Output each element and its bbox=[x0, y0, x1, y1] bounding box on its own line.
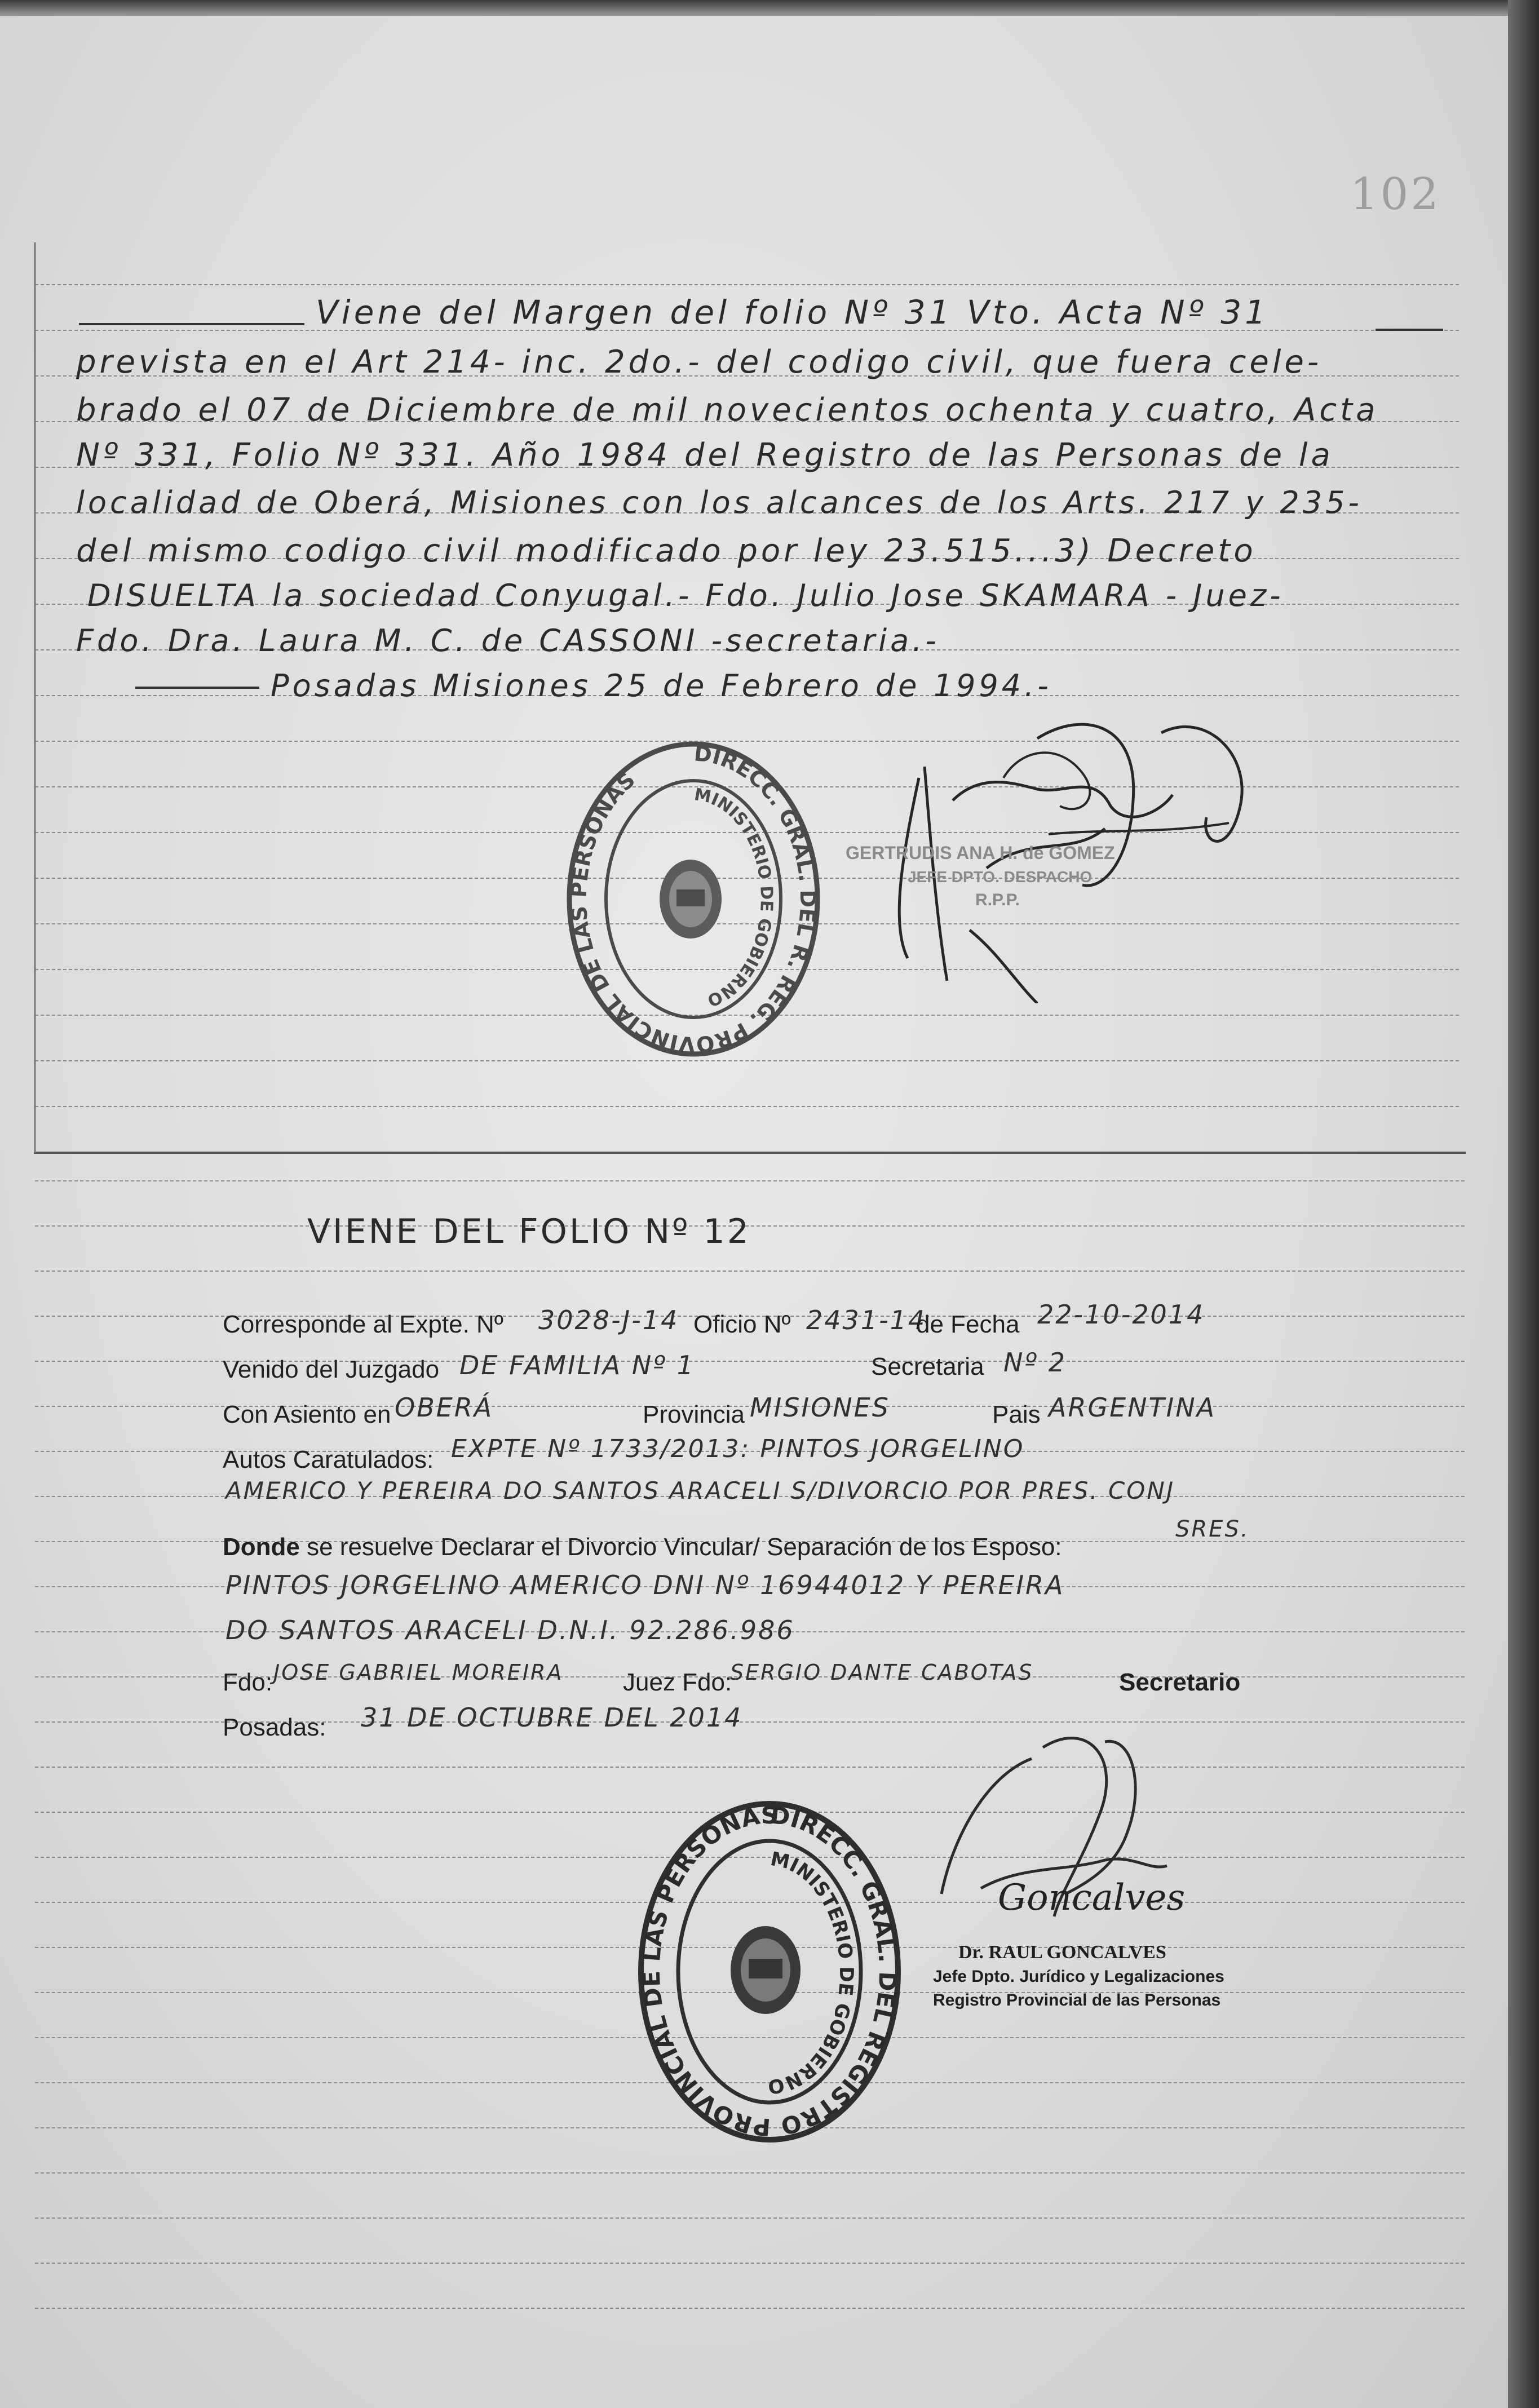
entry-line: Posadas Misiones 25 de Febrero de 1994.- bbox=[271, 668, 1052, 703]
lower-signatory-name: Dr. RAUL GONCALVES bbox=[958, 1942, 1166, 1963]
entry-line: Nº 331, Folio Nº 331. Año 1984 del Registro de las Personas de la bbox=[76, 437, 1334, 473]
esposos-line-2: DO SANTOS ARACELI D.N.I. 92.286.986 bbox=[225, 1615, 795, 1645]
entry-line: Fdo. Dra. Laura M. C. de CASSONI -secretaria.- bbox=[76, 623, 940, 658]
expte-value: 3028-J-14 bbox=[538, 1305, 679, 1335]
posadas-value: 31 DE OCTUBRE DEL 2014 bbox=[361, 1702, 743, 1733]
posadas-label: Posadas: bbox=[223, 1714, 326, 1741]
stamp-ring-text: DIRECC. GRAL. DEL R. REG. PROVINCIAL DE LAS PERSONAS bbox=[566, 741, 820, 1057]
autos-value-2: AMERICO Y PEREIRA DO SANTOS ARACELI S/DIVORCIO POR PRES. CONJ bbox=[225, 1477, 1175, 1504]
lower-official-stamp bbox=[637, 1798, 902, 2148]
page-number: 102 bbox=[1350, 169, 1441, 220]
juzgado-value: DE FAMILIA Nº 1 bbox=[459, 1350, 695, 1380]
donde-bold: Donde bbox=[223, 1533, 300, 1561]
asiento-value: OBERÁ bbox=[395, 1392, 494, 1423]
stamp-ring-text: DIRECC. GRAL. DEL REGISTRO PROVINCIAL DE LAS PERSONAS bbox=[637, 1801, 902, 2141]
oficio-value: 2431-14 bbox=[806, 1305, 927, 1335]
lower-signature-scrawl bbox=[919, 1725, 1212, 1973]
lower-signature-script: Goncalves bbox=[998, 1877, 1186, 1919]
entry-line: del mismo codigo civil modificado por ley 23.515...3) Decreto bbox=[76, 533, 1257, 569]
fecha-value: 22-10-2014 bbox=[1037, 1299, 1205, 1330]
entry-dashes bbox=[0, 0, 1539, 733]
donde-text: se resuelve Declarar el Divorcio Vincular/ Separación de los Esposo: bbox=[299, 1533, 1062, 1561]
autos-label: Autos Caratulados: bbox=[223, 1446, 434, 1473]
upper-signatory-title: JEFE DPTO. DESPACHO bbox=[908, 868, 1093, 886]
coat-of-arms-icon bbox=[660, 860, 722, 939]
fecha-label: de Fecha bbox=[916, 1311, 1020, 1338]
stamp-inner-text: MINISTERIO DE GOBIERNO bbox=[692, 785, 777, 1011]
pais-value: ARGENTINA bbox=[1049, 1392, 1217, 1423]
entry-line: brado el 07 de Diciembre de mil novecientos ochenta y cuatro, Acta bbox=[76, 392, 1379, 428]
upper-official-stamp bbox=[564, 738, 823, 1065]
lower-signatory-title: Jefe Dpto. Jurídico y Legalizaciones bbox=[933, 1967, 1224, 1986]
coat-of-arms-icon bbox=[731, 1926, 801, 2014]
entry-line: Viene del Margen del folio Nº 31 Vto. Acta Nº 31 bbox=[316, 293, 1270, 331]
upper-signatory-name: GERTRUDIS ANA H. de GOMEZ bbox=[846, 843, 1115, 863]
autos-value-1: EXPTE Nº 1733/2013: PINTOS JORGELINO bbox=[451, 1435, 1025, 1463]
oficio-label: Oficio Nº bbox=[693, 1311, 791, 1338]
provincia-value: MISIONES bbox=[750, 1392, 890, 1423]
secretaria-label: Secretaria bbox=[871, 1353, 984, 1380]
esposos-line-1: PINTOS JORGELINO AMERICO DNI Nº 16944012 Y PEREIRA bbox=[225, 1570, 1065, 1600]
entry-line: localidad de Oberá, Misiones con los alcances de los Arts. 217 y 235- bbox=[76, 485, 1363, 520]
upper-signatory-org: R.P.P. bbox=[975, 891, 1020, 909]
entry-line: DISUELTA la sociedad Conyugal.- Fdo. Julio Jose SKAMARA - Juez- bbox=[87, 578, 1284, 613]
fdo-label: Fdo: bbox=[223, 1668, 273, 1696]
juzgado-label: Venido del Juzgado bbox=[223, 1356, 440, 1383]
fdo-secretario-value: SERGIO DANTE CABOTAS bbox=[730, 1660, 1034, 1685]
pais-label: Pais bbox=[992, 1401, 1041, 1428]
stamp-inner-text: MINISTERIO DE GOBIERNO bbox=[766, 1847, 858, 2098]
expte-label: Corresponde al Expte. Nº bbox=[223, 1311, 503, 1338]
lower-entry-heading: VIENE DEL FOLIO Nº 12 bbox=[307, 1212, 751, 1251]
provincia-label: Provincia bbox=[643, 1401, 745, 1428]
secretario-label: Secretario bbox=[1119, 1668, 1241, 1696]
fdo-juez-value: JOSE GABRIEL MOREIRA bbox=[273, 1660, 564, 1685]
donde-label bbox=[223, 1533, 1062, 1561]
juez-label: Juez Fdo: bbox=[623, 1668, 732, 1696]
entry-line: prevista en el Art 214- inc. 2do.- del codigo civil, que fuera cele- bbox=[76, 344, 1323, 380]
donde-suffix: SRES. bbox=[1175, 1516, 1250, 1542]
asiento-label: Con Asiento en bbox=[223, 1401, 391, 1428]
lower-signatory-org: Registro Provincial de las Personas bbox=[933, 1991, 1221, 2009]
secretaria-value: Nº 2 bbox=[1003, 1347, 1067, 1378]
